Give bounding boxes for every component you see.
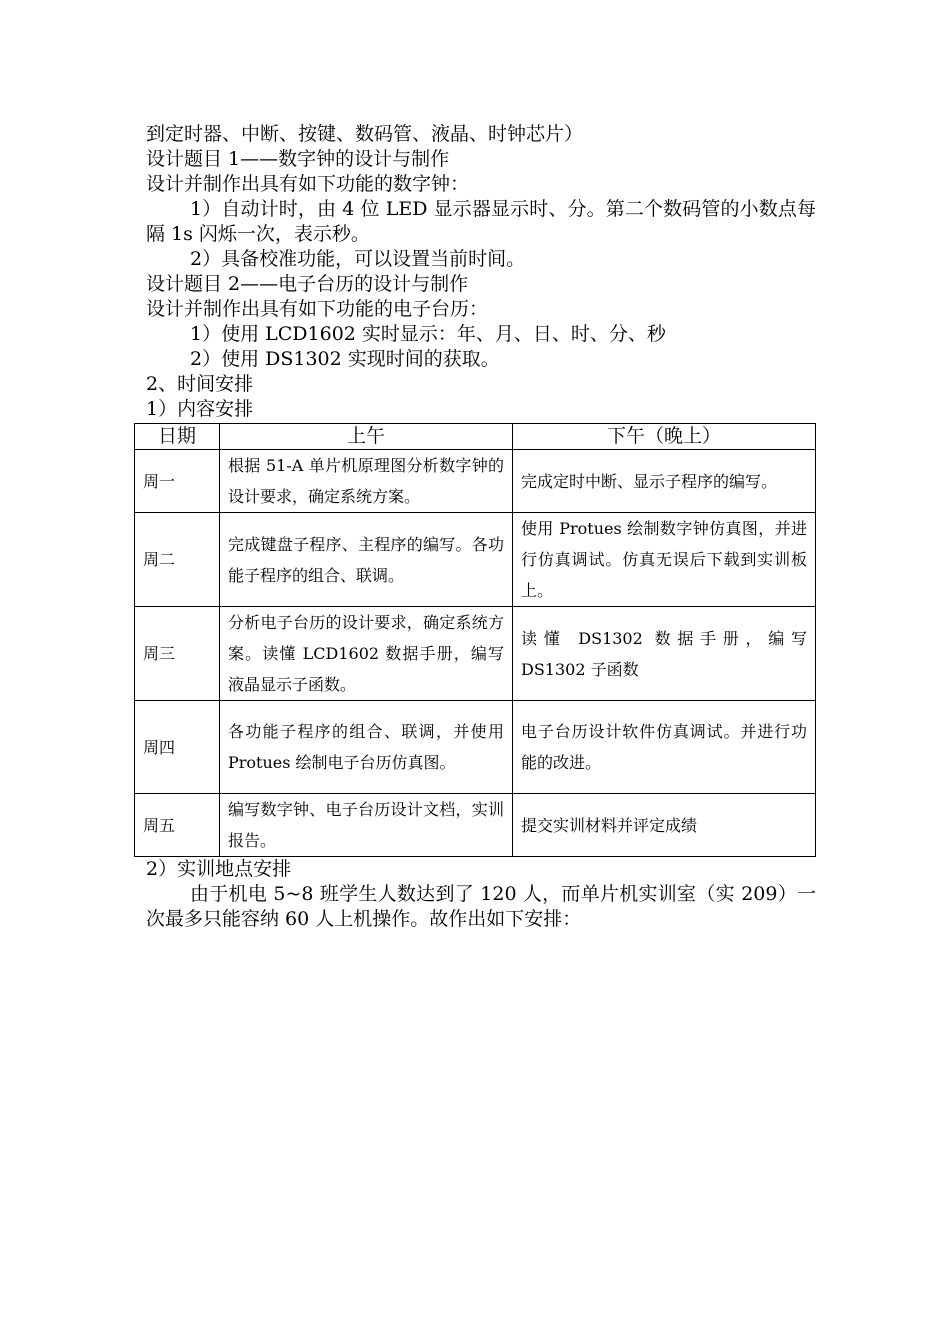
- morning-cell: 分析电子台历的设计要求，确定系统方案。读懂 LCD1602 数据手册，编写液晶显示子函数。: [220, 607, 513, 701]
- table-row: [135, 701, 816, 794]
- day-cell: 周一: [135, 450, 220, 513]
- day-cell: 周四: [135, 701, 220, 794]
- section-heading: 2、时间安排: [146, 373, 254, 395]
- paragraph: 由于机电 5~8 班学生人数达到了 120 人，而单片机实训室（实 209）一次最多只能容纳 60 人上机操作。故作出如下安排：: [146, 883, 816, 930]
- morning-cell: 根据 51-A 单片机原理图分析数字钟的设计要求，确定系统方案。: [220, 450, 513, 513]
- document-body: [143, 122, 816, 932]
- afternoon-cell: 提交实训材料并评定成绩: [513, 794, 816, 857]
- requirement-item: 2）使用 DS1302 实现时间的获取。: [190, 348, 500, 370]
- afternoon-cell: 电子台历设计软件仿真调试。并进行功能的改进。: [513, 701, 816, 794]
- requirement-item: 1）使用 LCD1602 实时显示：年、月、日、时、分、秒: [190, 323, 666, 345]
- table-header-row: [135, 424, 816, 450]
- afternoon-cell: 读懂 DS1302 数据手册，编写 DS1302 子函数: [513, 607, 816, 701]
- schedule-table: [134, 423, 816, 857]
- day-cell: 周三: [135, 607, 220, 701]
- text-line: 设计并制作出具有如下功能的数字钟：: [146, 173, 470, 195]
- afternoon-cell: 完成定时中断、显示子程序的编写。: [513, 450, 816, 513]
- table-row: [135, 607, 816, 701]
- morning-cell: 各功能子程序的组合、联调，并使用 Protues 绘制电子台历仿真图。: [220, 701, 513, 794]
- morning-cell: 编写数字钟、电子台历设计文档，实训报告。: [220, 794, 513, 857]
- requirement-item: 2）具备校准功能，可以设置当前时间。: [190, 248, 526, 270]
- design-topic-2-heading: 设计题目 2——电子台历的设计与制作: [146, 273, 469, 295]
- design-topic-1-heading: 设计题目 1——数字钟的设计与制作: [146, 148, 450, 170]
- table-row: [135, 513, 816, 607]
- afternoon-cell: 使用 Protues 绘制数字钟仿真图，并进行仿真调试。仿真无误后下载到实训板上。: [513, 513, 816, 607]
- column-header-afternoon: 下午（晚上）: [513, 424, 816, 450]
- morning-cell: 完成键盘子程序、主程序的编写。各功能子程序的组合、联调。: [220, 513, 513, 607]
- requirement-item: 1）自动计时，由 4 位 LED 显示器显示时、分。第二个数码管的小数点每隔 1s 闪烁一次，表示秒。: [146, 198, 816, 245]
- table-row: [135, 450, 816, 513]
- day-cell: 周五: [135, 794, 220, 857]
- subsection-heading: 2）实训地点安排: [146, 858, 292, 880]
- column-header-date: 日期: [135, 424, 220, 450]
- text-line: 设计并制作出具有如下功能的电子台历：: [146, 298, 489, 320]
- column-header-morning: 上午: [220, 424, 513, 450]
- table-row: [135, 794, 816, 857]
- text-line: 到定时器、中断、按键、数码管、液晶、时钟芯片）: [146, 123, 584, 145]
- day-cell: 周二: [135, 513, 220, 607]
- subsection-heading: 1）内容安排: [146, 398, 254, 420]
